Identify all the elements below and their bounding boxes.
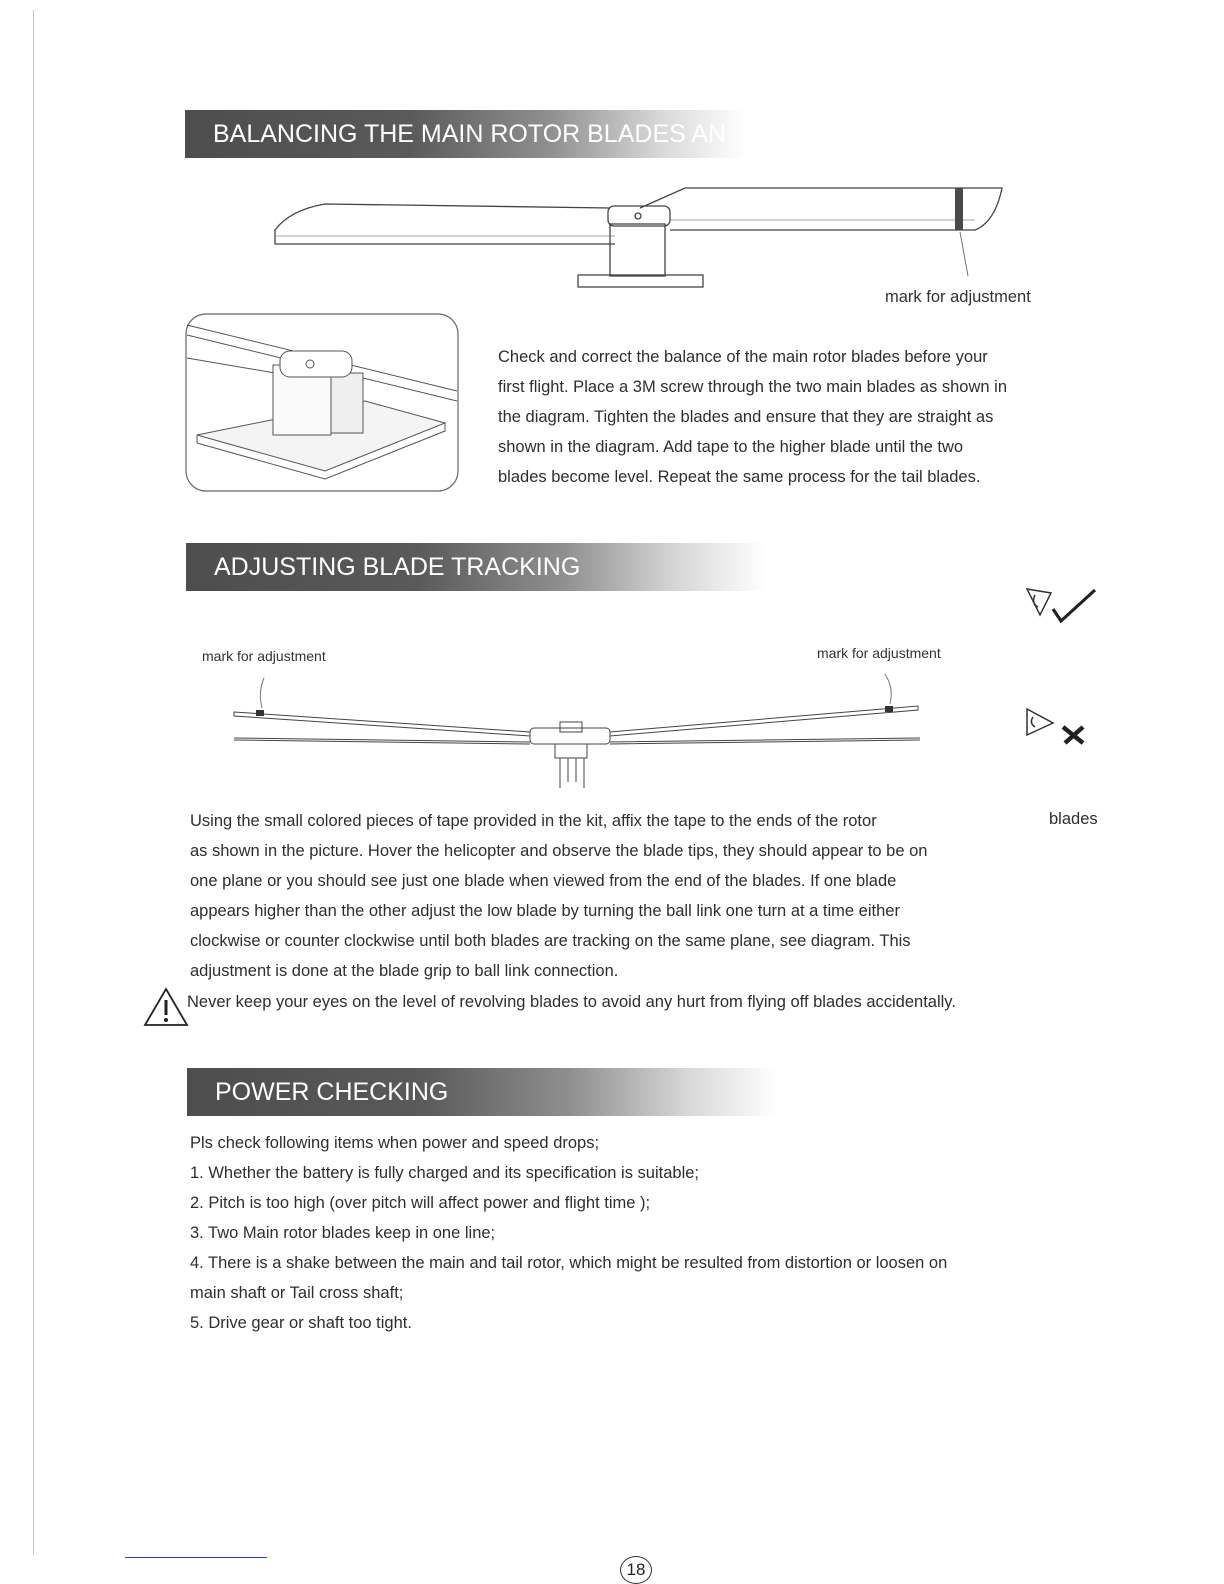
text-line: adjustment is done at the blade grip to ball link connection. (190, 962, 619, 980)
text-line: first flight. Place a 3M screw through the two main blades as shown in (498, 378, 1007, 396)
list-item: 1. Whether the battery is fully charged and its specification is suitable; (190, 1164, 700, 1182)
warning-icon (143, 987, 189, 1027)
section-banner-power: POWER CHECKING (187, 1068, 777, 1116)
margin-line (33, 10, 34, 1555)
tape-mark (955, 188, 963, 230)
blade-balance-diagram (270, 180, 1030, 290)
mark-label-balance: mark for adjustment (885, 288, 1031, 306)
list-item: 2. Pitch is too high (over pitch will affect power and flight time ); (190, 1194, 651, 1212)
section-banner-tracking: ADJUSTING BLADE TRACKING (186, 543, 766, 591)
balancer-post (610, 224, 665, 276)
text-line: blades become level. Repeat the same process for the tail blades. (498, 468, 981, 486)
power-intro: Pls check following items when power and speed drops; (190, 1134, 600, 1152)
balancer-photo (185, 313, 460, 493)
eye-check-icon (1025, 585, 1100, 630)
section-banner-balancing: BALANCING THE MAIN ROTOR BLADES AN (185, 110, 745, 158)
text-line: appears higher than the other adjust the low blade by turning the ball link one turn at a time either (190, 902, 900, 920)
power-checklist (190, 1128, 947, 1338)
side-note: blades (1049, 810, 1098, 828)
text-line: one plane or you should see just one blade when viewed from the end of the blades. If one blade (190, 872, 897, 890)
right-blade-shape (640, 188, 1002, 230)
check-mark-icon (1053, 590, 1095, 621)
bottom-rule (125, 1557, 267, 1558)
text-line: Check and correct the balance of the main rotor blades before your (498, 348, 988, 366)
cross-mark-icon (1063, 727, 1083, 743)
text-line: Using the small colored pieces of tape provided in the kit, affix the tape to the ends of the rotor (190, 812, 877, 830)
mark-label-left: mark for adjustment (202, 648, 326, 664)
blade-tracking-diagram (230, 670, 930, 790)
balancing-paragraph (498, 342, 1007, 492)
list-item: 5. Drive gear or shaft too tight. (190, 1314, 412, 1332)
text-line: clockwise or counter clockwise until both blades are tracking on the same plane, see diagram. This (190, 932, 911, 950)
page-number: 18 (620, 1556, 652, 1584)
list-item: main shaft or Tail cross shaft; (190, 1284, 404, 1302)
screw-hub (608, 206, 670, 226)
list-item: 4. There is a shake between the main and tail rotor, which might be resulted from distortion or loosen on (190, 1254, 948, 1272)
eye-cross-icon (1025, 705, 1090, 750)
left-blade-shape (275, 204, 615, 244)
text-line: shown in the diagram. Add tape to the higher blade until the two (498, 438, 964, 456)
text-line: the diagram. Tighten the blades and ensure that they are straight as (498, 408, 994, 426)
warning-text: Never keep your eyes on the level of revolving blades to avoid any hurt from flying off blades accidentally. (187, 993, 956, 1011)
text-line: as shown in the picture. Hover the helicopter and observe the blade tips, they should appear to be on (190, 842, 928, 860)
mark-label-right: mark for adjustment (817, 645, 941, 661)
list-item: 3. Two Main rotor blades keep in one line; (190, 1224, 496, 1242)
tape-mark-left (256, 710, 264, 716)
tape-mark-right (885, 706, 893, 712)
power-items (190, 1158, 947, 1338)
balancer-base (578, 275, 703, 287)
tracking-paragraph (190, 806, 927, 986)
